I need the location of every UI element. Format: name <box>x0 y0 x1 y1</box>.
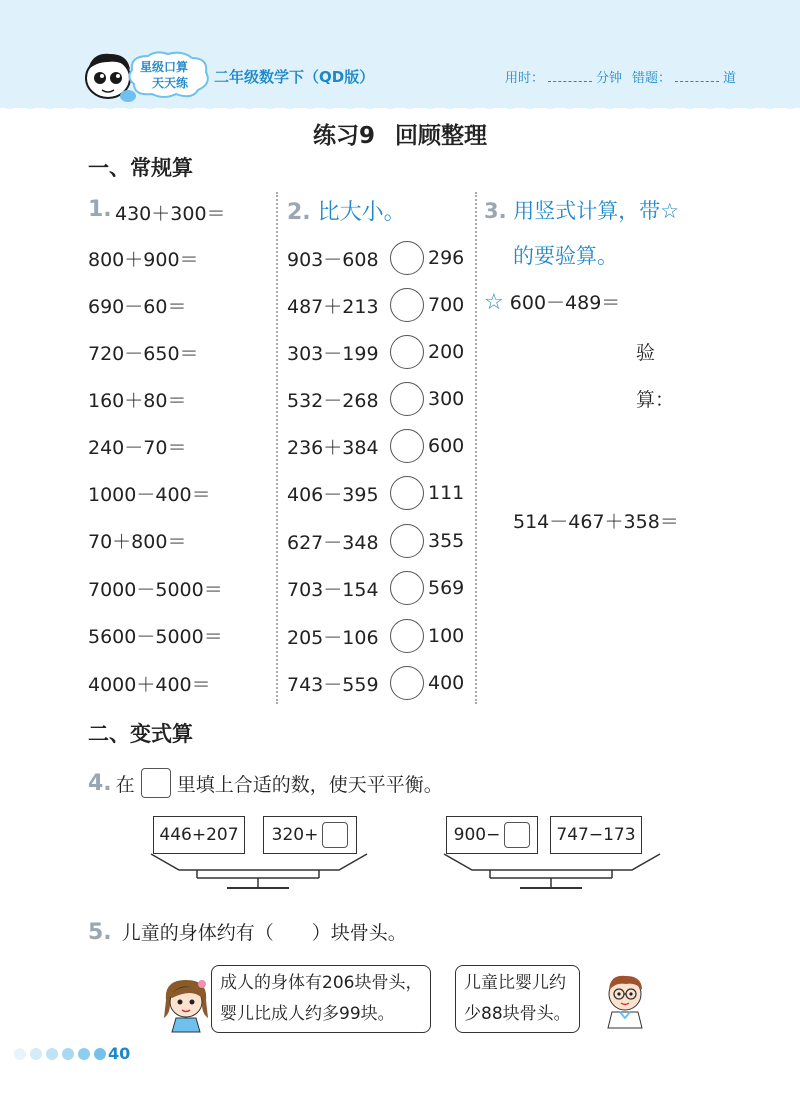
check-label-1: 验 <box>636 342 656 364</box>
compare-row <box>287 334 464 370</box>
compare-right: 300 <box>428 388 465 410</box>
compare-right: 100 <box>428 625 465 647</box>
column-divider-2 <box>475 192 477 704</box>
compare-row <box>287 570 464 606</box>
compare-left: 743－559 <box>287 673 379 696</box>
q3-header <box>484 195 679 225</box>
title-part2: 回顾整理 <box>395 123 487 149</box>
compare-left: 236＋384 <box>287 436 379 459</box>
time-blank[interactable] <box>548 70 592 82</box>
compare-right: 400 <box>428 672 465 694</box>
compare-circle[interactable] <box>390 288 424 322</box>
q1-item: 160＋80＝ <box>88 390 187 412</box>
q3-expr2: 514－467＋358＝ <box>513 511 679 533</box>
q1-item: 430＋300＝ <box>115 203 226 225</box>
q1-item: 240－70＝ <box>88 437 187 459</box>
bubble-boy-line1: 儿童比婴儿约 <box>464 973 566 993</box>
compare-circle[interactable] <box>390 382 424 416</box>
scale1-left-pan <box>153 816 245 854</box>
minutes-label: 分钟 <box>596 71 623 86</box>
compare-left: 487＋213 <box>287 295 379 318</box>
boy-avatar-icon <box>600 970 650 1030</box>
scale1-left-expr: 446+207 <box>159 825 239 845</box>
speech-bubble-boy <box>455 965 580 1033</box>
q1-item: 7000－5000＝ <box>88 579 223 601</box>
compare-circle[interactable] <box>390 429 424 463</box>
scale2-left-pan <box>446 816 538 854</box>
bubble-girl-line2: 婴儿比成人约多99块。 <box>220 1004 395 1024</box>
q4-number: 4. <box>88 770 112 796</box>
compare-left: 703－154 <box>287 578 379 601</box>
compare-right: 296 <box>428 247 465 269</box>
q1-item: 720－650＝ <box>88 343 199 365</box>
scale1-answer-box[interactable] <box>322 822 348 848</box>
q1-item: 70＋800＝ <box>88 531 187 553</box>
compare-left: 406－395 <box>287 483 379 506</box>
q5-question <box>88 918 407 945</box>
q4-text-before: 在 <box>115 773 135 796</box>
balance-scale-1 <box>149 812 369 892</box>
q1-item: 690－60＝ <box>88 296 187 318</box>
compare-right: 200 <box>428 341 465 363</box>
balance-scale-2 <box>442 812 662 892</box>
q1-item: 5600－5000＝ <box>88 626 223 648</box>
compare-circle[interactable] <box>390 335 424 369</box>
compare-right: 111 <box>428 482 465 504</box>
q2-instruction: 比大小。 <box>317 200 406 225</box>
time-label: 用时： <box>505 71 545 86</box>
grade-label: 二年级数学下（QD版） <box>214 68 375 86</box>
bubble-boy-line2: 少88块骨头。 <box>464 1004 571 1024</box>
footer-dots <box>14 1048 110 1060</box>
q5-text: 儿童的身体约有（ ）块骨头。 <box>121 922 407 944</box>
column-divider-1 <box>276 192 278 704</box>
q2-header <box>287 195 406 226</box>
section2-heading: 二、变式算 <box>88 722 193 746</box>
title-part1: 练习9 <box>312 123 375 149</box>
q3-instruction-line1: 用竖式计算，带☆ <box>513 199 680 223</box>
scale2-answer-box[interactable] <box>504 822 530 848</box>
compare-left: 303－199 <box>287 342 379 365</box>
errors-blank[interactable] <box>675 70 719 82</box>
scale1-right-pan <box>263 816 357 854</box>
logo-line1: 星级口算 <box>140 60 189 74</box>
check-label-2: 算： <box>636 389 675 411</box>
scale2-left-expr: 900− <box>453 825 501 845</box>
q1-item: 1000－400＝ <box>88 484 211 506</box>
compare-right: 569 <box>428 577 465 599</box>
q3-instruction-line2: 的要验算。 <box>513 244 618 268</box>
compare-left: 532－268 <box>287 389 379 412</box>
q3-number: 3. <box>484 199 507 223</box>
q5-number: 5. <box>88 920 112 945</box>
compare-row <box>287 665 464 701</box>
errors-label: 错题： <box>632 71 672 86</box>
page-number: 40 <box>108 1044 131 1063</box>
bubble-girl-line1: 成人的身体有206块骨头， <box>220 973 423 993</box>
logo-line2: 天天练 <box>152 76 189 90</box>
compare-left: 205－106 <box>287 626 379 649</box>
scale2-right-pan <box>550 816 642 854</box>
compare-row <box>287 381 464 417</box>
q1-number: 1. <box>88 197 112 222</box>
speech-bubble-girl <box>211 965 431 1033</box>
compare-left: 627－348 <box>287 531 379 554</box>
time-record <box>505 67 736 86</box>
q1-item: 4000＋400＝ <box>88 674 211 696</box>
count-label: 道 <box>723 71 737 86</box>
compare-left: 903－608 <box>287 248 379 271</box>
q3-expr1-text: 600－489＝ <box>509 292 621 314</box>
compare-row <box>287 287 464 323</box>
compare-circle[interactable] <box>390 476 424 510</box>
logo <box>126 50 212 100</box>
compare-row <box>287 428 464 464</box>
q1-item: 800＋900＝ <box>88 249 199 271</box>
girl-avatar-icon <box>158 974 214 1034</box>
scale1-right-expr: 320+ <box>271 825 319 845</box>
star-icon: ☆ <box>484 290 504 315</box>
q4-text-after: 里填上合适的数，使天平平衡。 <box>176 773 443 796</box>
compare-row <box>287 523 464 559</box>
q2-number: 2. <box>287 200 311 225</box>
compare-right: 700 <box>428 294 465 316</box>
scale2-right-expr: 747−173 <box>556 825 636 845</box>
section1-heading: 一、常规算 <box>88 156 193 180</box>
compare-row <box>287 618 464 654</box>
compare-circle[interactable] <box>390 666 424 700</box>
compare-circle[interactable] <box>390 524 424 558</box>
compare-right: 355 <box>428 530 465 552</box>
compare-right: 600 <box>428 435 465 457</box>
compare-row <box>287 475 464 511</box>
compare-row <box>287 240 464 276</box>
answer-box-icon <box>141 768 171 798</box>
q4-question <box>88 768 443 798</box>
compare-circle[interactable] <box>390 241 424 275</box>
compare-circle[interactable] <box>390 571 424 605</box>
q3-expr1 <box>484 288 620 315</box>
page-title <box>0 117 800 150</box>
compare-circle[interactable] <box>390 619 424 653</box>
